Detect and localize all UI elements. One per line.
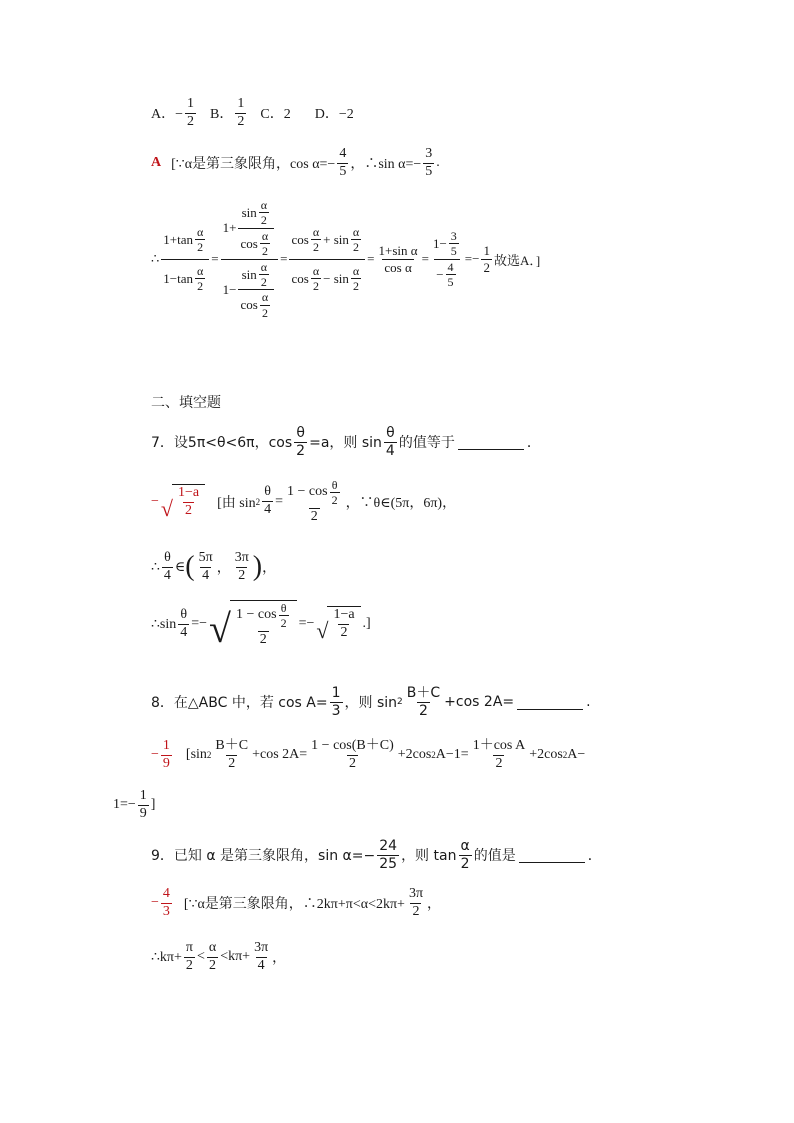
frac-den: 2: [412, 903, 420, 919]
text: <kπ+: [220, 949, 251, 965]
question-8: [151, 685, 591, 720]
frac-den: 2: [261, 244, 268, 259]
q7-step-2: [151, 550, 276, 585]
superscript: 2: [397, 697, 403, 708]
frac-den: 2: [185, 957, 193, 973]
frac-num: α: [208, 940, 217, 955]
frac-den: 9: [162, 755, 170, 771]
frac-num: α: [260, 198, 268, 212]
text: A−1=: [435, 747, 469, 763]
frac-num: θ: [164, 550, 171, 565]
frac-num: θ: [296, 425, 305, 441]
answer-label: A: [151, 155, 162, 171]
frac-den: 4: [163, 567, 171, 583]
answer-text: ，∴sin α=−: [350, 157, 422, 173]
text: + sin: [323, 231, 349, 247]
frac-num: 3: [425, 146, 433, 161]
text: ，则 tan: [401, 848, 457, 865]
text: .]: [362, 616, 371, 632]
punct: .: [586, 694, 591, 711]
frac-den: 2: [197, 278, 204, 293]
frac-num: 1: [483, 242, 490, 258]
frac-num: B＋C: [406, 685, 441, 701]
frac-num: θ: [386, 425, 395, 441]
superscript: 2: [206, 750, 212, 761]
less-than: <: [196, 949, 205, 965]
q6-derivation: [151, 198, 540, 320]
frac-den: 25: [379, 855, 398, 872]
frac-den: 9: [139, 805, 147, 821]
fraction-tan: [161, 225, 209, 294]
text: −: [436, 266, 444, 282]
answer-blank: [458, 435, 524, 450]
equals: =: [421, 251, 429, 267]
text: 9．已知 α 是第三象限角，sin α=−: [151, 848, 376, 865]
equals: =−: [191, 616, 208, 632]
frac-num: α: [352, 263, 360, 278]
q8-answer-line-2: [113, 788, 155, 823]
frac-num: 4: [447, 259, 454, 274]
frac-den: 5: [447, 274, 454, 289]
frac-num: π: [185, 940, 193, 955]
frac-num: θ: [180, 606, 188, 622]
frac-num: 3π: [254, 940, 269, 955]
frac-den: 2: [228, 755, 236, 771]
frac-den: 2: [331, 493, 338, 508]
comma: ，: [427, 897, 442, 913]
punct: ．: [526, 435, 541, 452]
frac-den: 2: [197, 240, 204, 255]
frac-den: 2: [312, 240, 319, 255]
fraction-numeric: [431, 229, 463, 290]
text: cos: [291, 270, 309, 286]
frac-den: 3: [331, 702, 341, 719]
frac-num: B＋C: [215, 738, 249, 753]
frac-den: 4: [202, 567, 210, 583]
frac-den: 5: [425, 163, 433, 179]
frac-den: 2: [483, 259, 490, 275]
frac-num: θ: [264, 484, 271, 500]
frac-den: 2: [419, 702, 428, 719]
text: 1=−: [113, 797, 136, 813]
text: +2cos: [397, 747, 432, 763]
frac-num: 1 − cos(B＋C): [311, 738, 394, 753]
frac-den: 2: [261, 305, 268, 320]
text: − sin: [323, 270, 349, 286]
frac-den: 2: [209, 957, 217, 973]
answer-blank: [517, 695, 583, 710]
therefore: ∴: [151, 251, 160, 267]
frac-num: α: [261, 290, 269, 305]
frac-den: 2: [348, 755, 356, 771]
frac-den: 2: [260, 274, 267, 289]
frac-num: α: [261, 228, 269, 243]
text: A−: [567, 747, 586, 763]
answer-blank: [519, 848, 585, 863]
frac-num: 5π: [198, 550, 213, 565]
text: ∴sin: [151, 616, 177, 632]
frac-num: 1＋cos A: [472, 738, 526, 753]
frac-den: 4: [264, 502, 272, 518]
text: 8．在△ABC 中，若 cos A=: [151, 695, 328, 712]
text: sin: [241, 266, 257, 282]
question-7: [151, 425, 541, 460]
option-d: D．−2: [314, 107, 354, 123]
frac-num: 1: [187, 96, 195, 111]
text: [∵α是第三象限角，∴2kπ+π<α<2kπ+: [183, 897, 405, 913]
text: 1 − cos: [236, 607, 277, 623]
frac-den: 2: [280, 616, 287, 631]
frac-den: 5: [450, 244, 457, 259]
text: 1 − cos: [287, 484, 328, 500]
text: 1−: [222, 282, 237, 298]
frac-num: θ: [280, 601, 287, 615]
element-of: ∈: [174, 559, 186, 575]
fraction-sin: [377, 243, 420, 275]
q7-answer: [151, 478, 456, 526]
text: 1−: [432, 235, 447, 251]
frac-num: 3: [450, 228, 457, 243]
text: ∴kπ+: [151, 949, 182, 965]
equals: =: [367, 251, 375, 267]
punct: ．: [587, 848, 602, 865]
frac-num: α: [197, 224, 204, 239]
frac-den: 3: [162, 903, 170, 919]
frac-num: 4: [162, 886, 170, 901]
frac-den: cos α: [384, 259, 412, 275]
q7-step-3: ∴sin $\frac{\theta}{4}$ =− √ 1 − cos $\frac{\theta}{2}$ 2 =− √ $\frac{1-a}{2}$ .]: [151, 601, 371, 651]
frac-den: 2: [353, 278, 360, 293]
paren: ): [252, 551, 263, 583]
question-9: [151, 838, 602, 873]
superscript: 2: [255, 496, 261, 507]
equals: =: [275, 493, 283, 509]
option-b: B．: [210, 107, 234, 123]
text: 1+tan: [163, 231, 193, 247]
neg-sign: −: [151, 895, 159, 911]
text: 故选A．]: [493, 252, 541, 268]
section-title: 二、填空题: [151, 395, 221, 411]
text: +cos 2A=: [444, 694, 515, 711]
fraction-nested: [221, 198, 278, 320]
frac-den: 2: [238, 567, 246, 583]
therefore: ∴: [151, 559, 160, 575]
frac-num: 1: [139, 788, 147, 803]
frac-num: 1: [162, 738, 170, 753]
frac-num: 1−a: [177, 484, 200, 500]
frac-den: 2: [340, 625, 348, 641]
text: +2cos: [529, 747, 563, 763]
equals: =: [211, 251, 219, 267]
q8-answer: [151, 738, 585, 773]
frac-num: α: [197, 263, 204, 278]
text: 的值是: [473, 848, 516, 865]
frac-num: α: [260, 259, 268, 274]
q6-options: [151, 96, 354, 131]
equals: =: [280, 251, 288, 267]
superscript: 2: [431, 750, 436, 761]
text: [由 sin: [217, 495, 256, 511]
text: cos: [240, 235, 258, 251]
frac-num: θ: [331, 478, 338, 492]
frac-num: 1: [237, 96, 245, 111]
option-a: A．−: [151, 107, 184, 123]
sqrt-answer: √ $\frac{1-a}{2}$: [161, 484, 205, 520]
q9-answer: [151, 886, 441, 921]
neg-sign: −: [151, 747, 159, 763]
text: sin: [241, 205, 257, 221]
q9-step-2: [151, 940, 286, 975]
text: [sin: [185, 747, 207, 763]
comma: ，: [216, 561, 231, 577]
paren: (: [185, 551, 195, 583]
comma: ，: [272, 951, 287, 967]
frac-den: 2: [296, 442, 306, 459]
frac-den: 2: [310, 508, 318, 524]
superscript: 2: [562, 750, 568, 761]
frac-den: 2: [353, 240, 360, 255]
text: 1−tan: [163, 270, 193, 286]
frac-num: α: [352, 224, 360, 239]
text: ]: [150, 797, 156, 813]
frac-den: 2: [237, 113, 245, 129]
fraction-cos-sin: [289, 225, 365, 294]
frac-num: 24: [379, 838, 398, 854]
frac-num: 3π: [234, 550, 249, 565]
frac-den: 4: [257, 957, 265, 973]
frac-num: α: [312, 263, 320, 278]
frac-num: 3π: [408, 886, 424, 901]
text: ，∵θ∈(5π，6π)，: [345, 495, 457, 511]
frac-den: 4: [180, 624, 188, 640]
text: ，则 sin: [344, 695, 398, 712]
frac-den: 2: [460, 855, 470, 872]
text: =a，则 sin: [309, 435, 382, 452]
frac-num: α: [312, 224, 320, 239]
equals: =−: [464, 251, 480, 267]
equals: =−: [298, 616, 315, 632]
frac-den: 2: [185, 502, 193, 518]
frac-den: 2: [312, 278, 319, 293]
text: cos: [291, 231, 309, 247]
text: 7．设5π<θ<6π，cos: [151, 435, 293, 452]
frac-den: 2: [495, 755, 503, 771]
option-c: C．2: [260, 107, 291, 123]
punct: .: [436, 155, 440, 171]
frac-den: 2: [187, 113, 195, 129]
q6-answer: [151, 146, 440, 181]
text: 1+: [222, 220, 237, 236]
comma: ，: [262, 561, 277, 577]
answer-text: [∵α是第三象限角，cos α=−: [171, 157, 336, 173]
text: +cos 2A=: [252, 747, 308, 763]
frac-den: 5: [339, 163, 347, 179]
frac-num: 1+sin α: [378, 242, 418, 258]
neg-sign: −: [151, 493, 159, 509]
frac-num: α: [460, 838, 470, 854]
frac-num: 4: [339, 146, 347, 161]
frac-den: 4: [385, 442, 395, 459]
text: 的值等于: [398, 435, 455, 452]
frac-den: 2: [259, 631, 267, 647]
frac-den: 2: [260, 213, 267, 228]
frac-num: 1−a: [333, 607, 355, 623]
frac-num: 1: [331, 685, 341, 701]
text: cos: [240, 297, 258, 313]
